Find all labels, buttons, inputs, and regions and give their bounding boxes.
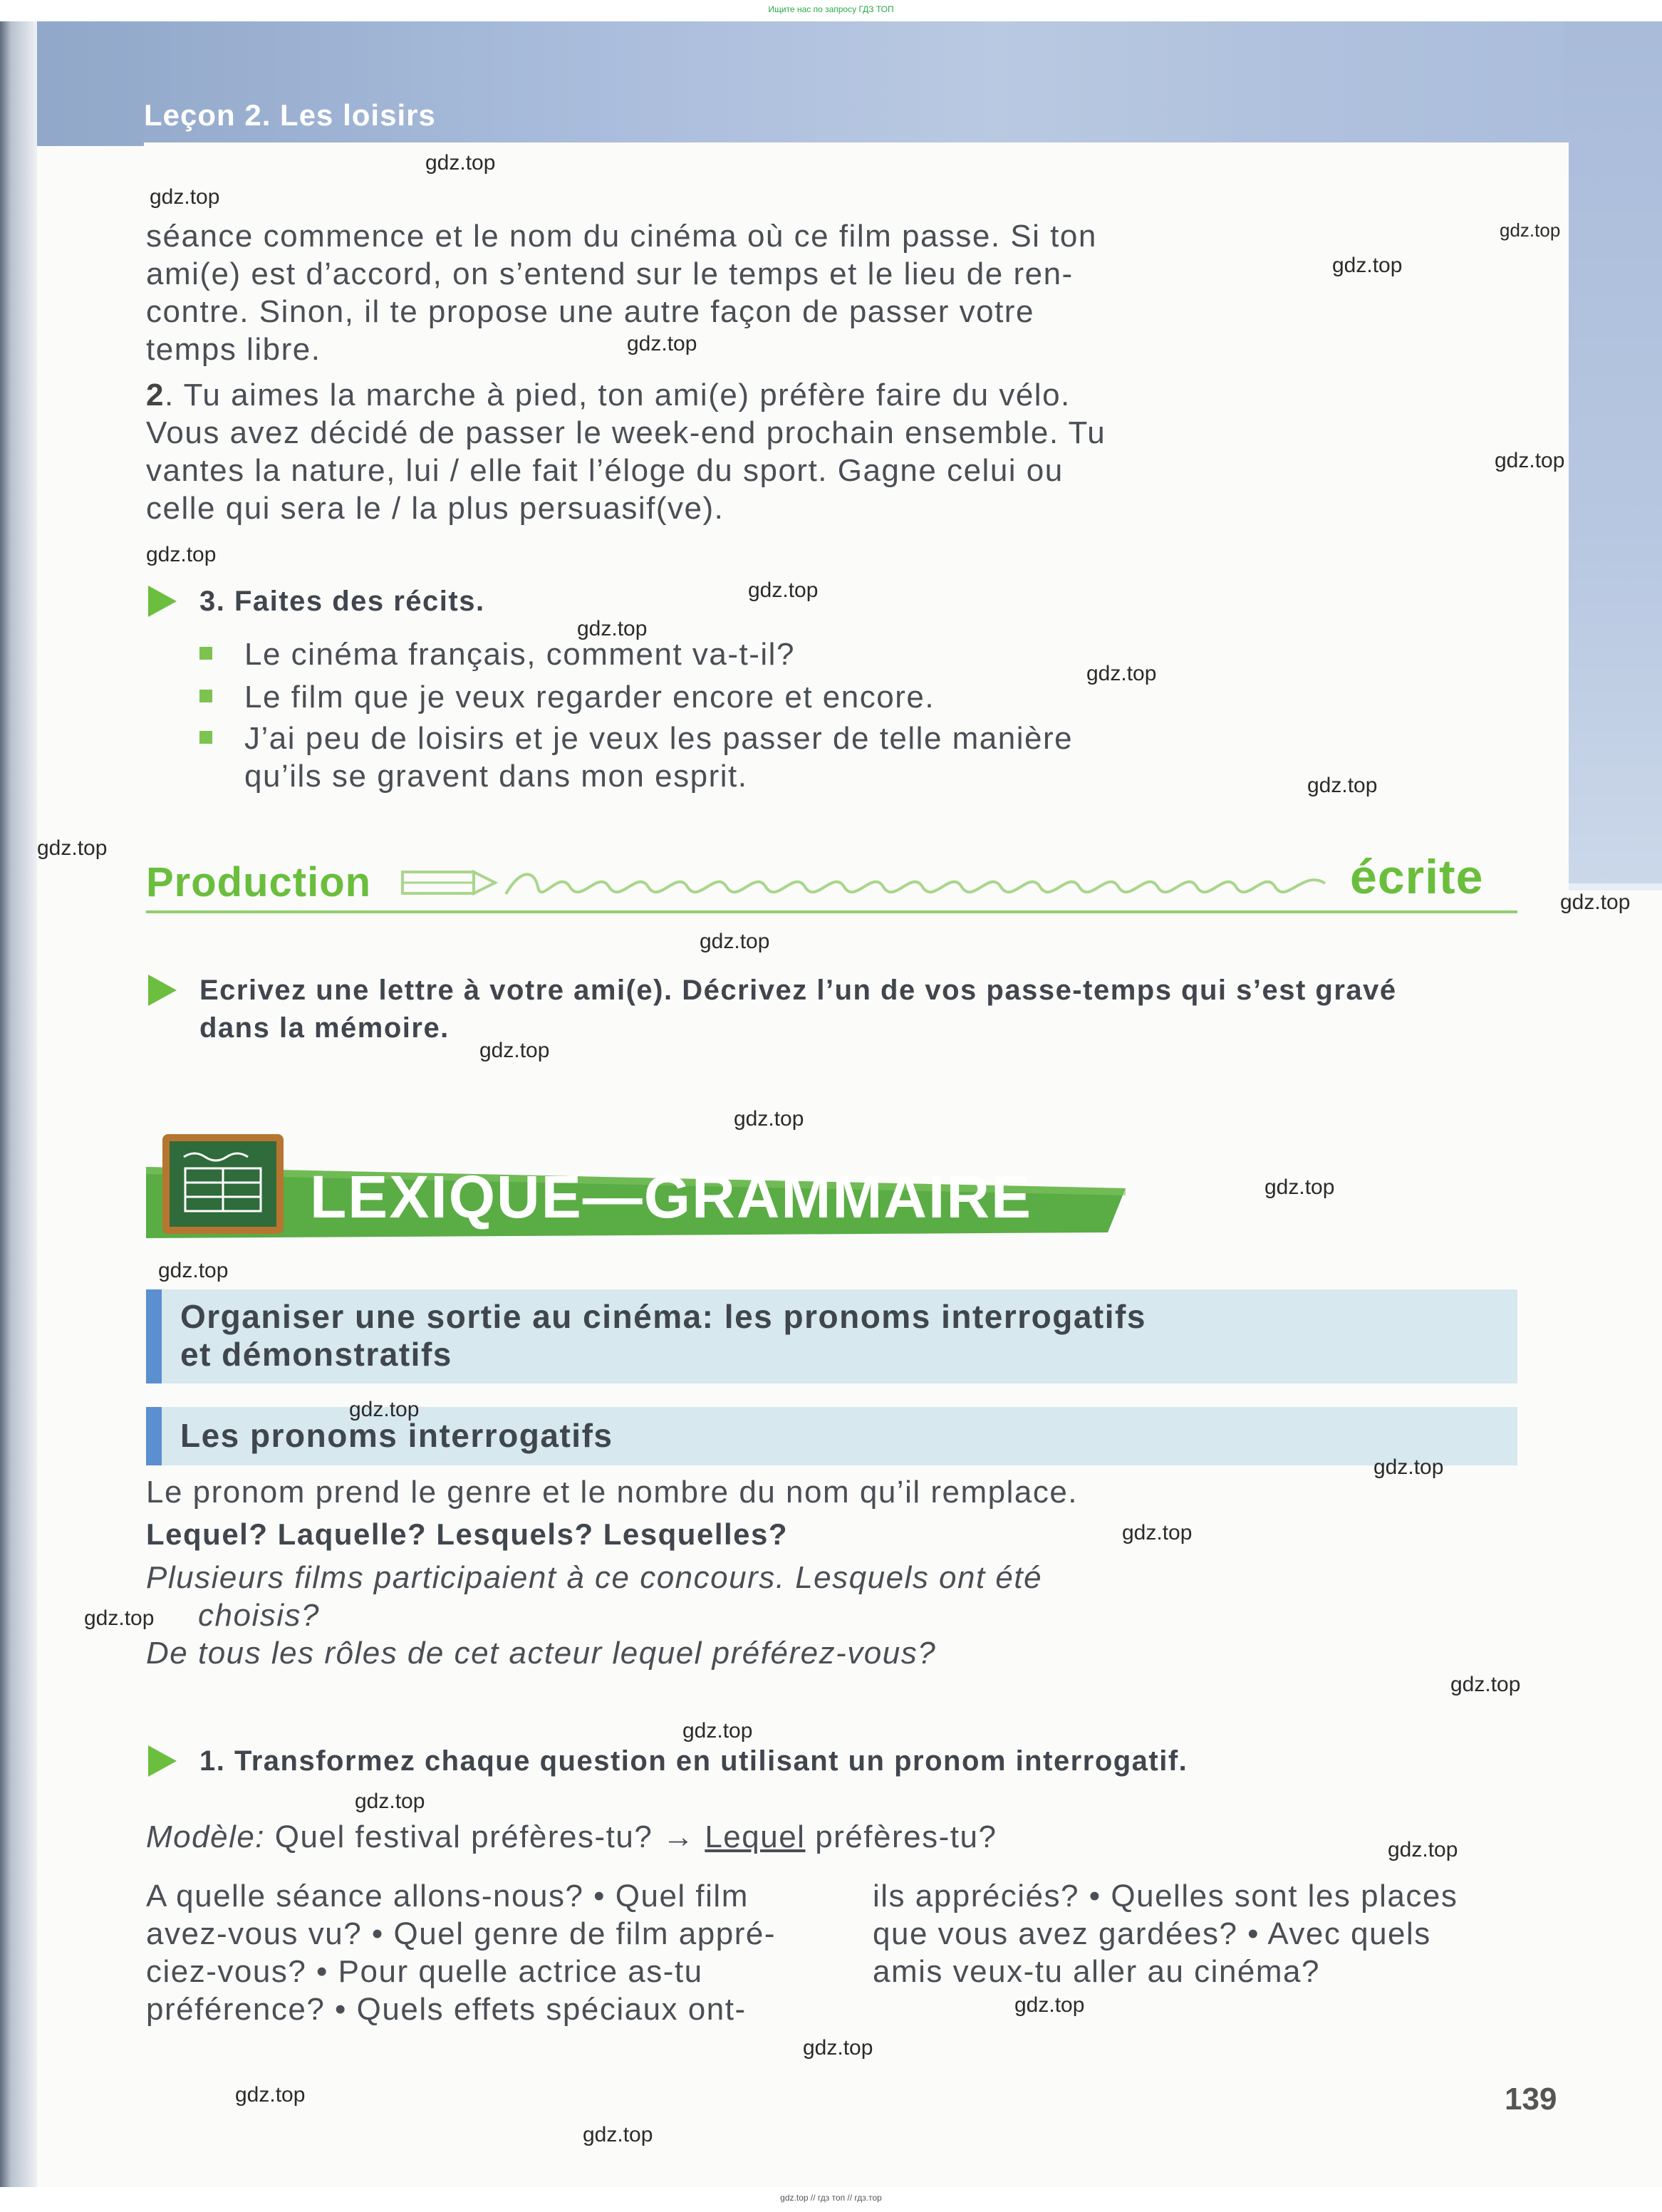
- watermark: gdz.top: [748, 578, 819, 602]
- chalkboard-icon: [162, 1134, 284, 1234]
- watermark: gdz.top: [1307, 774, 1378, 797]
- watermark: gdz.top: [1014, 1993, 1085, 2017]
- watermark: gdz.top: [158, 1259, 229, 1282]
- exercise1-left-column: [146, 1877, 798, 2028]
- model-question: Quel festival préfères-tu?: [274, 1819, 653, 1854]
- exercise1-right-column: [873, 1877, 1517, 1990]
- exercise1-heading: 1. Transformez chaque question en utilisant un pronom interrogatif.: [199, 1745, 1188, 1777]
- page-number: 139: [1505, 2082, 1557, 2117]
- top-note: Ищите нас по запросу ГДЗ ТОП: [768, 4, 894, 14]
- model-label: Modèle:: [146, 1819, 266, 1854]
- watermark: gdz.top: [1373, 1455, 1444, 1479]
- watermark: gdz.top: [682, 1719, 753, 1743]
- lexique-banner-title: LEXIQUE—GRAMMAIRE: [310, 1163, 1033, 1230]
- production-title: Production: [146, 859, 372, 905]
- exercise1-line: A quelle séance allons-nous? • Quel film: [146, 1879, 749, 1914]
- exercise3-item: Le cinéma français, comment va-t-il?: [244, 637, 795, 672]
- intro-line: ami(e) est d’accord, on s’entend sur le temps et le lieu de ren-: [146, 256, 1074, 291]
- book-spine: [0, 0, 37, 2212]
- subtopic-bar: [146, 1407, 162, 1465]
- watermark: gdz.top: [803, 2036, 873, 2060]
- bullet-icon: [199, 731, 212, 744]
- exercise-arrow-icon: [148, 1745, 177, 1777]
- pronoun-forms: Lequel? Laquelle? Lesquels? Lesquelles?: [146, 1517, 789, 1551]
- topic-line: Organiser une sortie au cinéma: les pronoms interrogatifs: [180, 1298, 1146, 1335]
- watermark: gdz.top: [700, 930, 770, 953]
- watermark: gdz.top: [1388, 1838, 1458, 1861]
- task2-first-line: [146, 376, 1179, 414]
- watermark: gdz.top: [479, 1039, 550, 1062]
- watermark: gdz.top: [37, 836, 108, 860]
- topic-line: et démonstratifs: [180, 1336, 452, 1373]
- intro-line: temps libre.: [146, 332, 321, 367]
- exercise1-line: amis veux-tu aller au cinéma?: [873, 1954, 1320, 1989]
- topic-box: [146, 1289, 1517, 1383]
- watermark: gdz.top: [1332, 254, 1403, 277]
- watermark: gdz.top: [583, 2123, 653, 2146]
- exercise1-line: préférence? • Quels effets spéciaux ont-: [146, 1992, 747, 2027]
- task2-line: vantes la nature, lui / elle fait l’éloge du sport. Gagne celui ou: [146, 453, 1064, 488]
- lesson-title: Leçon 2. Les loisirs: [144, 98, 436, 132]
- model-rest: préfères-tu?: [815, 1819, 997, 1854]
- subtopic-title: Les pronoms interrogatifs: [180, 1417, 613, 1454]
- watermark: gdz.top: [146, 543, 217, 566]
- production-title-right: écrite: [1350, 850, 1484, 904]
- intro-line: séance commence et le nom du cinéma où ce film passe. Si ton: [146, 219, 1097, 254]
- exercise1-line: ils appréciés? • Quelles sont les places: [873, 1879, 1458, 1914]
- bottom-note: gdz.top // гдз топ // гдз.тор: [780, 2193, 882, 2203]
- arrow-icon: →: [663, 1819, 695, 1854]
- exercise-arrow-icon: [148, 586, 177, 617]
- watermark: gdz.top: [1500, 219, 1561, 241]
- bullet-icon: [199, 647, 212, 660]
- example-line: choisis?: [198, 1598, 320, 1633]
- watermark: gdz.top: [235, 2083, 306, 2107]
- watermark: gdz.top: [1264, 1175, 1335, 1199]
- rule-text: Le pronom prend le genre et le nombre du nom qu’il remplace.: [146, 1475, 1079, 1510]
- watermark: gdz.top: [355, 1790, 425, 1813]
- watermark: gdz.top: [1495, 449, 1565, 472]
- topic-bar: [146, 1289, 162, 1383]
- watermark: gdz.top: [1450, 1673, 1521, 1696]
- model-line: [146, 1818, 997, 1856]
- exercise3-item-continued: qu’ils se gravent dans mon esprit.: [244, 759, 748, 794]
- example-line: Plusieurs films participaient à ce concours. Lesquels ont été: [146, 1560, 1043, 1595]
- exercise3-item: J’ai peu de loisirs et je veux les passer de telle manière: [244, 721, 1074, 756]
- task2-line: Vous avez décidé de passer le week-end prochain ensemble. Tu: [146, 415, 1106, 450]
- exercise1-line: ciez-vous? • Pour quelle actrice as-tu: [146, 1954, 703, 1989]
- task2-number: 2: [146, 378, 165, 412]
- watermark: gdz.top: [1086, 662, 1157, 685]
- exercise3-item: Le film que je veux regarder encore et encore.: [244, 680, 935, 715]
- watermark: gdz.top: [84, 1606, 155, 1630]
- exercise1-line: que vous avez gardées? • Avec quels: [873, 1916, 1431, 1951]
- watermark: gdz.top: [627, 332, 697, 355]
- production-divider: [146, 910, 1517, 913]
- exercise3-heading: 3. Faites des récits.: [199, 586, 485, 617]
- pencil-scribble-icon: [399, 855, 1346, 912]
- watermark: gdz.top: [577, 617, 648, 640]
- watermark: gdz.top: [425, 151, 496, 175]
- exercise1-line: avez-vous vu? • Quel genre de film appré-: [146, 1916, 776, 1951]
- model-pronoun: Lequel: [705, 1819, 806, 1854]
- task2-first-text: . Tu aimes la marche à pied, ton ami(e) préfère faire du vélo.: [164, 378, 1071, 412]
- watermark: gdz.top: [1560, 890, 1631, 914]
- intro-line: contre. Sinon, il te propose une autre façon de passer votre: [146, 294, 1034, 329]
- task2-line: celle qui sera le / la plus persuasif(ve).: [146, 491, 724, 526]
- watermark: gdz.top: [1122, 1521, 1193, 1544]
- watermark: gdz.top: [734, 1107, 804, 1131]
- production-task-line: dans la mémoire.: [199, 1012, 450, 1044]
- watermark: gdz.top: [349, 1398, 420, 1421]
- watermark: gdz.top: [150, 185, 220, 209]
- task2-paragraph: [146, 376, 1179, 527]
- bullet-icon: [199, 690, 212, 702]
- example-line: De tous les rôles de cet acteur lequel préférez-vous?: [146, 1636, 937, 1671]
- production-task-line: Ecrivez une lettre à votre ami(e). Décrivez l’un de vos passe-temps qui s’est gravé: [199, 975, 1397, 1006]
- exercise-arrow-icon: [148, 975, 177, 1006]
